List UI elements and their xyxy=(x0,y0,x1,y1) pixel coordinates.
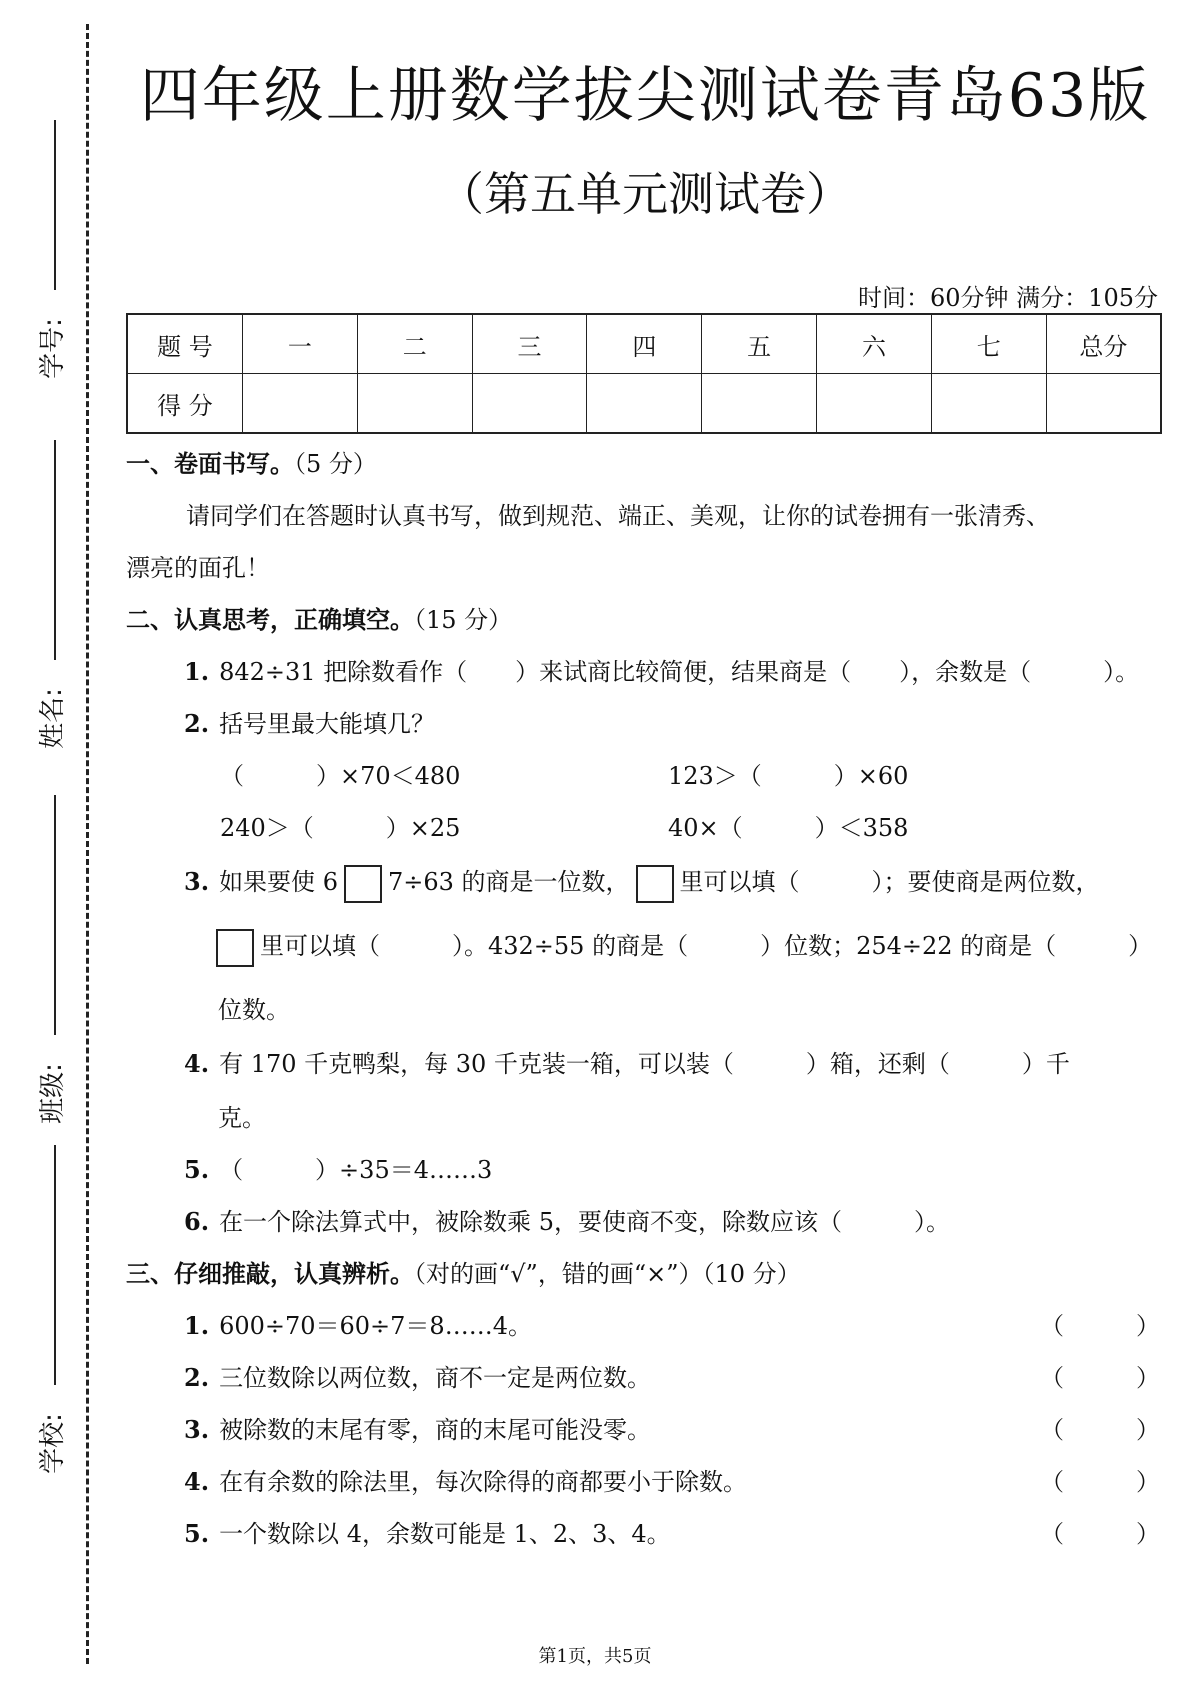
judge-text: 三位数除以两位数，商不一定是两位数。 xyxy=(219,1364,652,1392)
header-cell: 二 xyxy=(357,314,472,374)
score-cell[interactable] xyxy=(587,374,702,434)
question-2-3-line2 xyxy=(216,926,1152,967)
binding-dashed-line xyxy=(86,24,89,1664)
student-id-label: 学号: xyxy=(37,318,68,379)
judge-answer-paren[interactable]: （ ） xyxy=(1040,1520,1160,1548)
score-row-label: 得 分 xyxy=(127,374,243,434)
exam-title: 四年级上册数学拔尖测试卷青岛63版 xyxy=(139,61,1151,131)
header-cell: 三 xyxy=(472,314,587,374)
judge-item xyxy=(184,1462,747,1497)
score-table xyxy=(126,313,1162,434)
header-cell: 七 xyxy=(931,314,1046,374)
question-text[interactable]: 在一个除法算式中，被除数乘 5，要使商不变，除数应该（ ）。 xyxy=(219,1208,950,1236)
question-2-2c[interactable]: 240＞（ ）×25 xyxy=(220,814,461,842)
section1-heading xyxy=(126,444,377,479)
judge-text: 600÷70＝60÷7＝8……4。 xyxy=(219,1312,532,1340)
question-2-2d[interactable]: 40×（ ）＜358 xyxy=(668,814,909,842)
question-2-4-line2: 克。 xyxy=(218,1104,266,1132)
question-2-5 xyxy=(184,1150,492,1185)
time-info: 时间：60分钟 满分：105分 xyxy=(858,284,1158,312)
judge-answer-paren[interactable]: （ ） xyxy=(1040,1364,1160,1392)
question-number: 3. xyxy=(184,1415,210,1444)
score-cell[interactable] xyxy=(702,374,817,434)
question-number: 5. xyxy=(184,1155,210,1184)
school-label: 学校: xyxy=(37,1413,68,1474)
question-text[interactable]: 有 170 千克鸭梨，每 30 千克装一箱，可以装（ ）箱，还剩（ ）千 xyxy=(219,1050,1070,1078)
question-2-4 xyxy=(184,1044,1070,1079)
question-text: 如果要使 6 xyxy=(219,868,338,896)
section2-title: 二、认真思考，正确填空。 xyxy=(126,606,414,634)
school-rule[interactable] xyxy=(54,1145,56,1385)
header-cell: 六 xyxy=(817,314,932,374)
header-cell: 五 xyxy=(702,314,817,374)
section1-title: 一、卷面书写。 xyxy=(126,450,294,478)
score-cell[interactable] xyxy=(817,374,932,434)
judge-answer-paren[interactable]: （ ） xyxy=(1040,1416,1160,1444)
answer-box[interactable] xyxy=(636,865,674,903)
question-number: 2. xyxy=(184,1363,210,1392)
question-number: 1. xyxy=(184,657,210,686)
question-number: 3. xyxy=(184,867,210,896)
judge-item xyxy=(184,1410,651,1445)
section1-text-line2: 漂亮的面孔！ xyxy=(126,554,270,582)
header-cell: 四 xyxy=(587,314,702,374)
answer-box[interactable] xyxy=(216,929,254,967)
question-2-3-line3: 位数。 xyxy=(218,996,290,1024)
judge-answer-paren[interactable]: （ ） xyxy=(1040,1312,1160,1340)
question-number: 4. xyxy=(184,1467,210,1496)
score-cell[interactable] xyxy=(243,374,358,434)
question-2-2 xyxy=(184,704,435,739)
name-rule[interactable] xyxy=(54,440,56,660)
judge-answer-paren[interactable]: （ ） xyxy=(1040,1468,1160,1496)
score-cell[interactable] xyxy=(357,374,472,434)
page-footer: 第1页，共5页 xyxy=(538,1646,652,1667)
exam-subtitle: （第五单元测试卷） xyxy=(438,167,852,221)
section3-title: 三、仔细推敲，认真辨析。 xyxy=(126,1260,414,1288)
question-2-1 xyxy=(184,652,1139,687)
section3-points: （对的画“√”，错的画“×”）（10 分） xyxy=(414,1260,801,1288)
question-2-6 xyxy=(184,1202,950,1237)
answer-box[interactable] xyxy=(344,865,382,903)
question-text[interactable]: （ ）÷35＝4……3 xyxy=(219,1156,493,1184)
name-label: 姓名: xyxy=(37,688,68,749)
class-label: 班级: xyxy=(37,1063,68,1124)
section1-text-line1: 请同学们在答题时认真书写，做到规范、端正、美观，让你的试卷拥有一张清秀、 xyxy=(186,502,1050,530)
score-table-header-row xyxy=(127,314,1161,374)
question-text[interactable]: 里可以填（ ）。432÷55 的商是（ ）位数；254÷22 的商是（ ） xyxy=(260,932,1153,960)
section1-points: （5 分） xyxy=(294,450,377,478)
question-text[interactable]: 842÷31 把除数看作（ ）来试商比较简便，结果商是（ ），余数是（ ）。 xyxy=(219,658,1140,686)
question-text: 7÷63 的商是一位数， xyxy=(387,868,630,896)
section3-heading xyxy=(126,1254,801,1289)
question-2-2b[interactable]: 123＞（ ）×60 xyxy=(668,762,909,790)
score-cell[interactable] xyxy=(931,374,1046,434)
header-cell: 题 号 xyxy=(127,314,243,374)
class-rule[interactable] xyxy=(54,795,56,1035)
header-cell: 一 xyxy=(243,314,358,374)
question-text[interactable]: 里可以填（ ）；要使商是两位数， xyxy=(679,868,1100,896)
judge-text: 一个数除以 4，余数可能是 1、2、3、4。 xyxy=(219,1520,671,1548)
question-number: 5. xyxy=(184,1519,210,1548)
score-cell[interactable] xyxy=(472,374,587,434)
student-id-rule[interactable] xyxy=(54,120,56,290)
question-number: 4. xyxy=(184,1049,210,1078)
score-cell[interactable] xyxy=(1046,374,1161,434)
judge-item xyxy=(184,1358,651,1393)
question-2-3 xyxy=(184,862,1100,903)
header-cell: 总分 xyxy=(1046,314,1161,374)
question-number: 2. xyxy=(184,709,210,738)
question-number: 6. xyxy=(184,1207,210,1236)
judge-text: 被除数的末尾有零，商的末尾可能没零。 xyxy=(219,1416,652,1444)
question-number: 1. xyxy=(184,1311,210,1340)
score-table-score-row xyxy=(127,374,1161,434)
judge-text: 在有余数的除法里，每次除得的商都要小于除数。 xyxy=(219,1468,748,1496)
question-2-2a[interactable]: （ ）×70＜480 xyxy=(220,762,461,790)
judge-item xyxy=(184,1306,532,1341)
section2-points: （15 分） xyxy=(414,606,513,634)
section2-heading xyxy=(126,600,512,635)
judge-item xyxy=(184,1514,671,1549)
question-text: 括号里最大能填几？ xyxy=(219,710,436,738)
